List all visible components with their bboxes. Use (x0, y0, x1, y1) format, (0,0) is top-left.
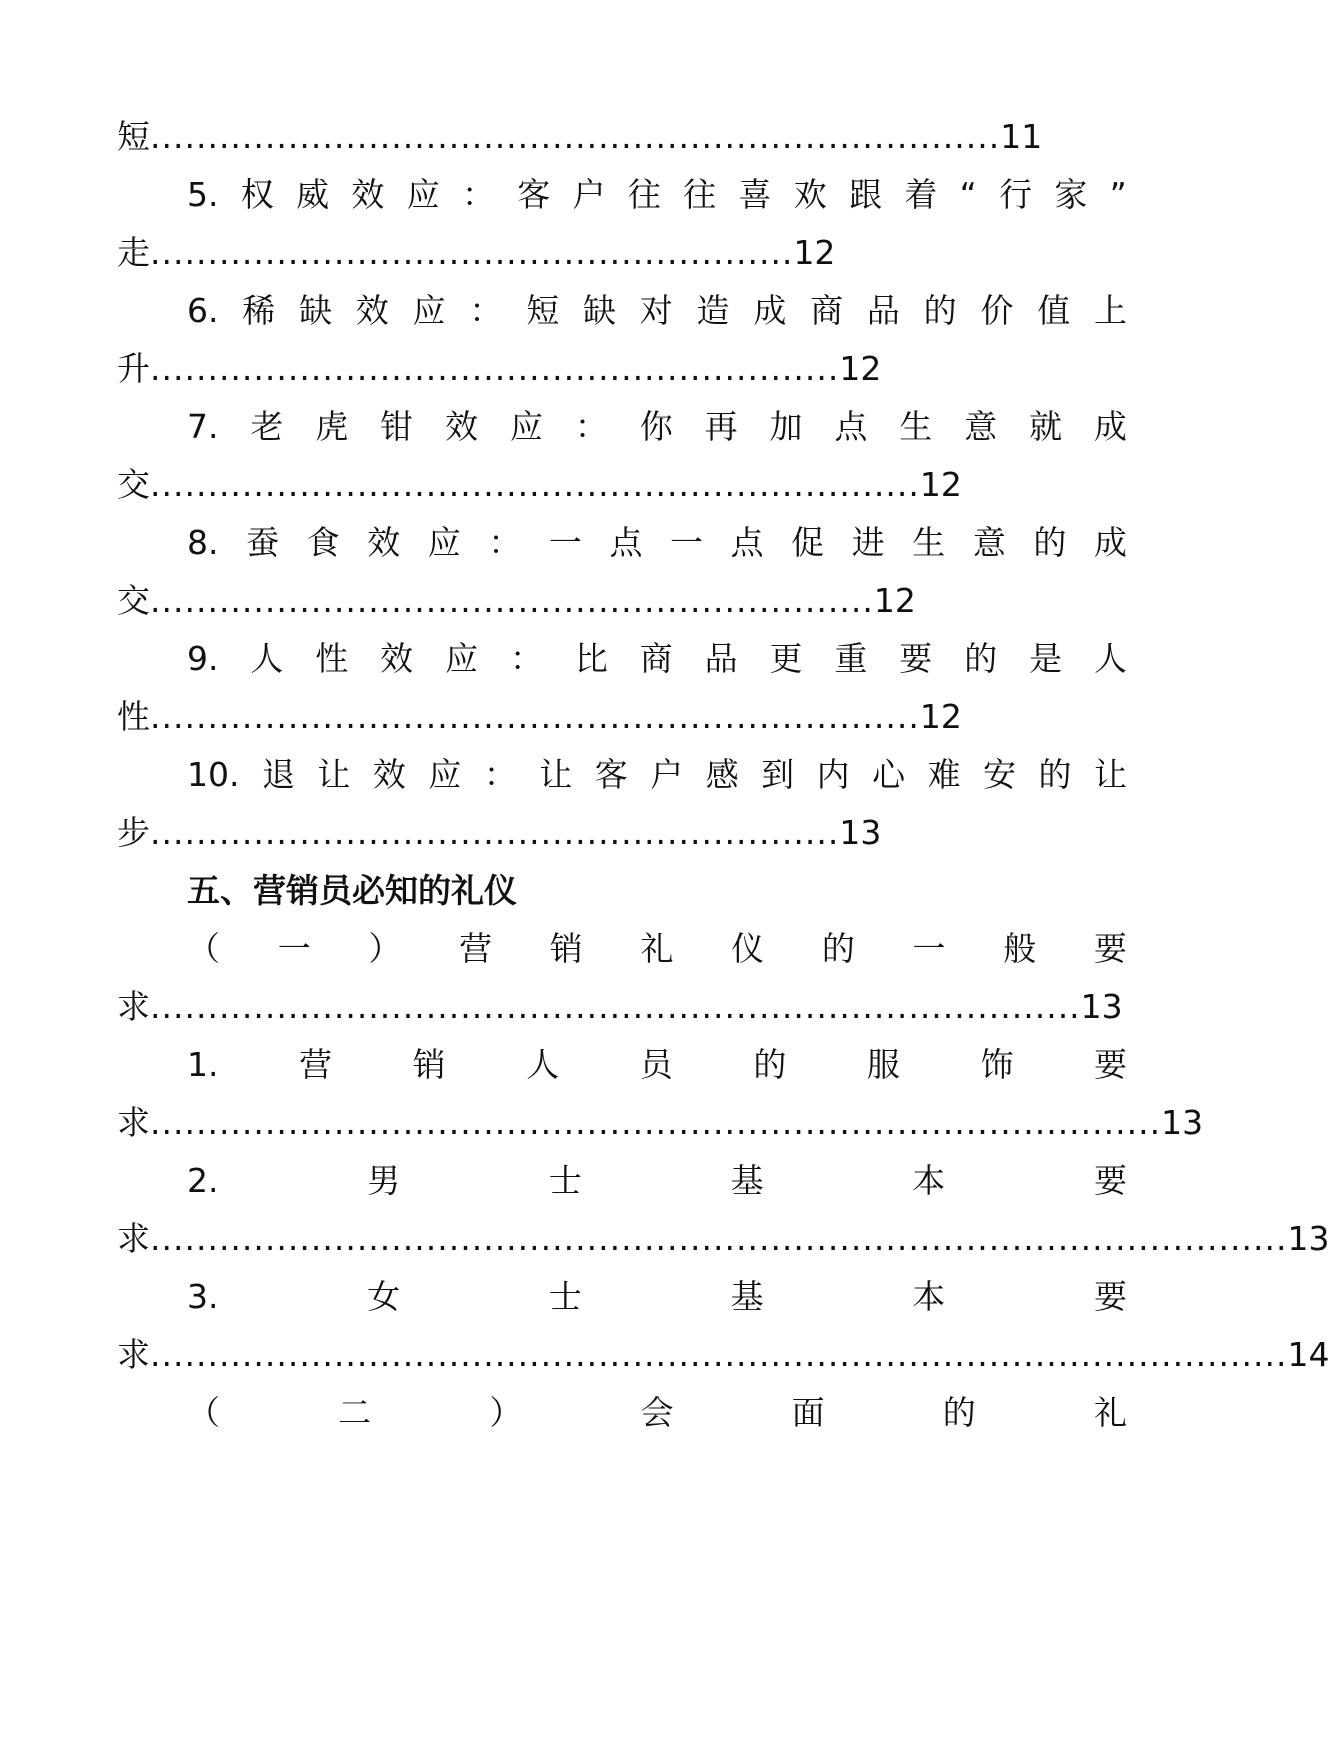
toc-entry-title (187, 1272, 1127, 1322)
toc-leader-dots: ............................................................... (150, 581, 874, 620)
toc-entry-title (187, 1156, 1127, 1206)
toc-entry-title (187, 402, 1127, 452)
toc-title-char: 虎 (315, 407, 349, 446)
toc-title-char: 士 (548, 1161, 582, 1200)
toc-title-char: 性 (315, 639, 349, 678)
toc-title-char: 效 (367, 523, 401, 562)
toc-char: 性 (117, 697, 150, 736)
toc-title-char: 的 (821, 929, 855, 968)
toc-title-char: ） (489, 1393, 523, 1432)
toc-page-number: 14 (1287, 1335, 1330, 1374)
toc-title-char: 安 (983, 755, 1017, 794)
toc-title-char: 男 (367, 1161, 401, 1200)
toc-title-char: 2. (187, 1161, 219, 1200)
toc-title-char: 礼 (640, 929, 674, 968)
toc-char: 交 (117, 581, 150, 620)
toc-title-char: 促 (791, 523, 825, 562)
toc-title-char: 造 (696, 291, 730, 330)
toc-title-char: 意 (964, 407, 998, 446)
toc-title-char: 商 (639, 639, 673, 678)
toc-title-char: 应 (445, 639, 479, 678)
toc-title-char: 缺 (299, 291, 333, 330)
toc-title-char: 本 (912, 1277, 946, 1316)
toc-page-number: 11 (1000, 117, 1043, 156)
toc-title-char: 的 (942, 1393, 976, 1432)
toc-line-continuation (117, 692, 962, 742)
toc-title-char: 应 (427, 523, 461, 562)
toc-title-char: 人 (526, 1045, 560, 1084)
toc-char: 走 (117, 233, 150, 272)
toc-title-char: 营 (459, 929, 493, 968)
toc-entry-title (187, 750, 1127, 800)
toc-leader-dots: ........................................................ (150, 233, 794, 272)
toc-title-char: 内 (816, 755, 850, 794)
toc-title-char: 让 (1093, 755, 1127, 794)
toc-title-char: 的 (923, 291, 957, 330)
toc-line-continuation (117, 1330, 1330, 1380)
toc-char: 升 (117, 349, 150, 388)
toc-title-char: ： (461, 175, 495, 214)
toc-title-char: 点 (834, 407, 868, 446)
toc-title-char: 要 (1093, 1277, 1127, 1316)
toc-title-char: 值 (1037, 291, 1071, 330)
toc-title-char: ： (488, 523, 522, 562)
toc-title-char: 的 (1033, 523, 1067, 562)
toc-title-char: 销 (412, 1045, 446, 1084)
toc-title-char: 的 (964, 639, 998, 678)
toc-title-char: 蚕 (246, 523, 280, 562)
toc-title-char: 喜 (738, 175, 772, 214)
toc-entry-title (187, 286, 1127, 336)
toc-title-char: 你 (639, 407, 673, 446)
toc-title-char: 应 (406, 175, 440, 214)
toc-title-char: 成 (753, 291, 787, 330)
toc-title-char: 饰 (980, 1045, 1014, 1084)
toc-title-char: 服 (866, 1045, 900, 1084)
toc-char: 求 (117, 1335, 150, 1374)
toc-title-char: 要 (1094, 1045, 1127, 1084)
toc-title-char: 更 (769, 639, 803, 678)
toc-title-char: ） (368, 929, 402, 968)
toc-title-char: 着 (904, 175, 938, 214)
toc-leader-dots: ........................................................................................ (150, 1103, 1162, 1142)
toc-title-char: 品 (704, 639, 738, 678)
toc-title-char: 加 (769, 407, 803, 446)
toc-char: 步 (117, 813, 150, 852)
toc-title-char: “ (959, 175, 977, 214)
toc-title-char: 人 (1093, 639, 1127, 678)
toc-entry-title (187, 1388, 1127, 1438)
toc-title-char: 点 (609, 523, 643, 562)
toc-page-number: 12 (873, 581, 916, 620)
toc-entry-title (187, 518, 1127, 568)
toc-title-char: 生 (912, 523, 946, 562)
toc-title-char: 缺 (582, 291, 616, 330)
toc-title-char: 稀 (242, 291, 276, 330)
toc-title-char: 的 (753, 1045, 787, 1084)
toc-title-char: 威 (296, 175, 330, 214)
toc-leader-dots: ................................................................... (150, 465, 920, 504)
toc-title-char: 点 (730, 523, 764, 562)
toc-page-number: 12 (919, 465, 962, 504)
toc-title-char: 往 (627, 175, 661, 214)
toc-title-char: 会 (640, 1393, 674, 1432)
toc-title-char: 比 (574, 639, 608, 678)
toc-title-char: 商 (810, 291, 844, 330)
toc-title-char: 成 (1093, 523, 1127, 562)
toc-title-char: 般 (1003, 929, 1037, 968)
toc-title-char: 一 (548, 523, 582, 562)
toc-title-char: 销 (549, 929, 583, 968)
toc-title-char: 是 (1029, 639, 1063, 678)
toc-title-char: 跟 (849, 175, 883, 214)
toc-line-continuation (117, 808, 881, 858)
toc-title-char: 难 (927, 755, 961, 794)
toc-title-char: ： (483, 755, 517, 794)
toc-title-char: 6. (187, 291, 219, 330)
toc-title-char: 对 (639, 291, 673, 330)
toc-line-continuation (117, 1214, 1330, 1264)
toc-title-char: 效 (445, 407, 479, 446)
toc-char: 求 (117, 1103, 150, 1142)
toc-title-char: 5. (187, 175, 219, 214)
toc-title-char: 士 (548, 1277, 582, 1316)
toc-title-char: 应 (412, 291, 446, 330)
toc-page-number: 13 (1080, 987, 1123, 1026)
toc-title-char: 感 (705, 755, 739, 794)
toc-title-char: 的 (1038, 755, 1072, 794)
toc-title-char: 上 (1094, 291, 1127, 330)
toc-title-char: 3. (187, 1277, 219, 1316)
toc-title-char: 二 (338, 1393, 372, 1432)
toc-title-char: 进 (851, 523, 885, 562)
toc-title-char: 钳 (380, 407, 414, 446)
toc-title-char: （ (187, 1393, 220, 1432)
toc-title-char: 1. (187, 1045, 219, 1084)
toc-title-char: 女 (367, 1277, 401, 1316)
toc-title-char: 一 (912, 929, 946, 968)
toc-line-continuation (117, 1098, 1203, 1148)
toc-title-char: ” (1109, 175, 1127, 214)
toc-line-continuation (117, 112, 1042, 162)
toc-page-number: 12 (919, 697, 962, 736)
toc-title-char: 欢 (793, 175, 827, 214)
toc-title-char: 家 (1054, 175, 1088, 214)
toc-line-continuation (117, 982, 1123, 1032)
toc-title-char: 效 (380, 639, 414, 678)
toc-title-char: 让 (317, 755, 351, 794)
toc-title-char: 一 (277, 929, 311, 968)
toc-title-char: 客 (594, 755, 628, 794)
toc-title-char: 效 (355, 291, 389, 330)
toc-title-char: 员 (639, 1045, 673, 1084)
toc-title-char: ： (509, 639, 543, 678)
toc-entry-title (187, 634, 1127, 684)
toc-line-continuation (117, 576, 916, 626)
toc-title-char: 心 (872, 755, 906, 794)
toc-leader-dots: ............................................................ (150, 813, 840, 852)
toc-leader-dots: ................................................................................................... (150, 1335, 1288, 1374)
toc-page-number: 12 (793, 233, 836, 272)
toc-title-char: 效 (351, 175, 385, 214)
toc-title-char: 到 (761, 755, 795, 794)
toc-title-char: 食 (306, 523, 340, 562)
toc-title-char: 应 (509, 407, 543, 446)
toc-char: 求 (117, 1219, 150, 1258)
toc-title-char: ： (469, 291, 503, 330)
section-heading: 五、营销员必知的礼仪 (187, 871, 517, 910)
toc-line-continuation (117, 344, 881, 394)
toc-leader-dots: ................................................................................. (150, 987, 1081, 1026)
toc-title-char: 一 (670, 523, 703, 562)
toc-char: 求 (117, 987, 150, 1026)
toc-leader-dots: .......................................................................... (150, 117, 1001, 156)
toc-title-char: 基 (730, 1277, 764, 1316)
toc-title-char: 生 (899, 407, 933, 446)
toc-title-char: 行 (999, 175, 1033, 214)
toc-page-number: 13 (1161, 1103, 1204, 1142)
toc-title-char: 让 (539, 755, 573, 794)
toc-title-char: 重 (834, 639, 868, 678)
toc-title-char: 意 (972, 523, 1006, 562)
toc-title-char: 面 (791, 1393, 825, 1432)
toc-line-continuation (117, 460, 962, 510)
toc-title-char: 10. (187, 755, 240, 794)
toc-title-char: 仪 (731, 929, 765, 968)
toc-title-char: 成 (1093, 407, 1127, 446)
toc-title-char: 就 (1029, 407, 1063, 446)
toc-title-char: 要 (1093, 1161, 1127, 1200)
toc-title-char: 再 (704, 407, 738, 446)
toc-page-number: 12 (839, 349, 882, 388)
toc-page-number: 13 (839, 813, 882, 852)
toc-line-continuation (117, 228, 835, 278)
toc-title-char: 退 (261, 755, 295, 794)
toc-leader-dots: ............................................................ (150, 349, 840, 388)
toc-title-char: 品 (866, 291, 900, 330)
toc-title-char: 应 (428, 755, 462, 794)
toc-title-char: 价 (980, 291, 1014, 330)
toc-char: 交 (117, 465, 150, 504)
toc-leader-dots: ................................................................... (150, 697, 920, 736)
toc-entry-title (187, 924, 1127, 974)
toc-title-char: 基 (730, 1161, 764, 1200)
toc-title-char: 礼 (1093, 1393, 1127, 1432)
toc-title-char: 户 (572, 175, 606, 214)
toc-char: 短 (117, 117, 150, 156)
toc-title-char: 效 (372, 755, 406, 794)
toc-title-char: 8. (187, 523, 219, 562)
toc-entry-title (187, 170, 1127, 220)
toc-title-char: （ (187, 929, 220, 968)
toc-title-char: 往 (683, 175, 717, 214)
toc-title-char: 9. (187, 639, 219, 678)
toc-title-char: 要 (1093, 929, 1127, 968)
toc-entry-title (187, 1040, 1127, 1090)
toc-title-char: 7. (187, 407, 219, 446)
toc-title-char: 客 (517, 175, 551, 214)
toc-title-char: 老 (250, 407, 284, 446)
toc-title-char: 要 (899, 639, 933, 678)
toc-leader-dots: ................................................................................................... (150, 1219, 1288, 1258)
toc-title-char: 短 (526, 291, 560, 330)
toc-title-char: ： (574, 407, 608, 446)
toc-title-char: 户 (650, 755, 684, 794)
toc-title-char: 本 (912, 1161, 946, 1200)
toc-title-char: 权 (240, 175, 274, 214)
toc-title-char: 人 (250, 639, 284, 678)
toc-page-number: 13 (1287, 1219, 1330, 1258)
toc-title-char: 营 (299, 1045, 333, 1084)
